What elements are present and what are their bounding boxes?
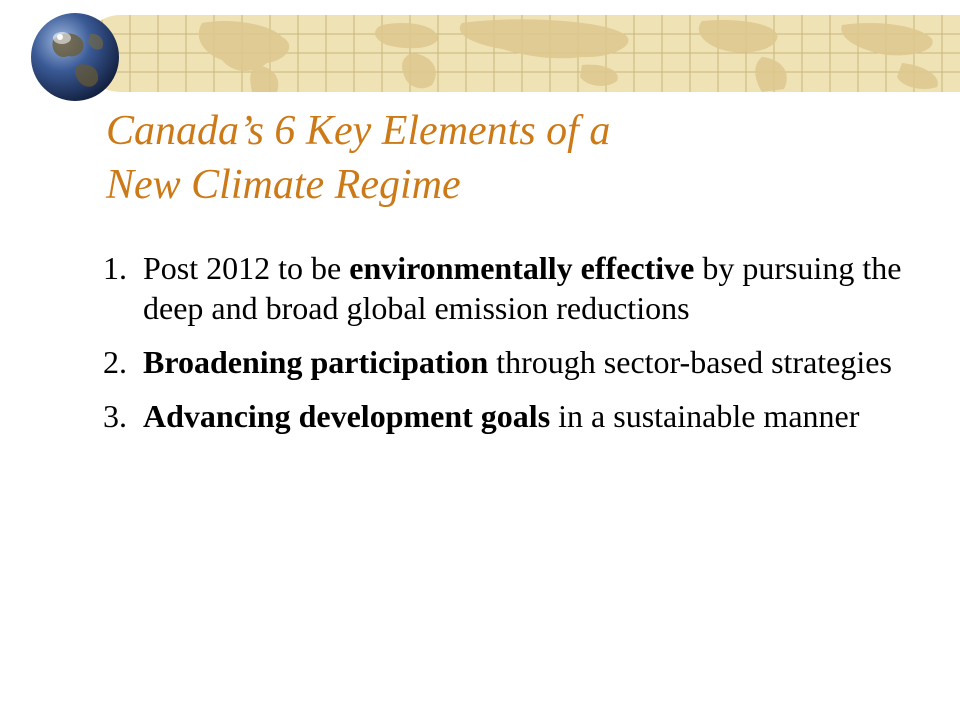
item-text: Post 2012 to be environmentally effective by pursuing the deep and broad global emission reductions <box>143 250 902 326</box>
world-map-banner <box>82 15 960 92</box>
item-emphasis: Advancing development goals <box>143 398 551 434</box>
key-elements-list <box>103 248 903 450</box>
list-item <box>103 342 903 382</box>
item-number: 3. <box>103 398 127 434</box>
list-item <box>103 248 903 328</box>
globe-icon <box>28 10 122 104</box>
item-number: 1. <box>103 250 127 286</box>
item-text: Advancing development goals in a sustainable manner <box>143 398 860 434</box>
item-number: 2. <box>103 344 127 380</box>
title-line-1: Canada’s 6 Key Elements of a <box>106 108 611 154</box>
slide-title <box>106 104 926 212</box>
item-emphasis: environmentally effective <box>349 250 695 286</box>
title-line-2: New Climate Regime <box>106 162 461 208</box>
list-item <box>103 396 903 436</box>
item-text: Broadening participation through sector-based strategies <box>143 344 892 380</box>
item-emphasis: Broadening participation <box>143 344 489 380</box>
